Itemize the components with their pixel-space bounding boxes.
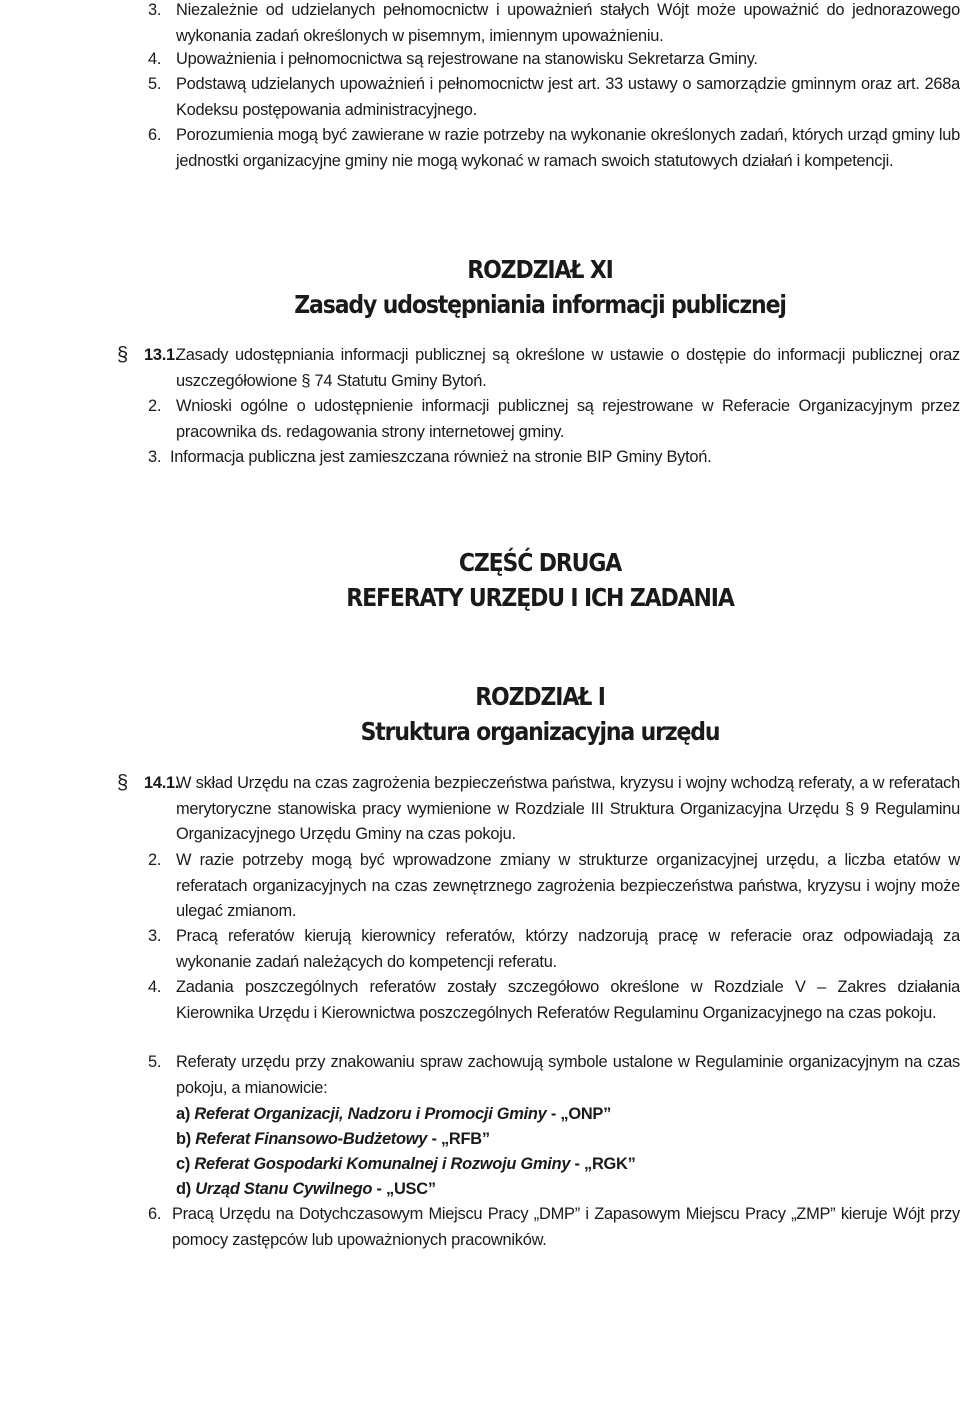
section-paragraph: [117, 343, 960, 394]
symbol-item-onp: [176, 1102, 611, 1128]
symbol-name: Referat Finansowo-Budżetowy: [195, 1130, 428, 1148]
section-symbol: §: [117, 772, 128, 794]
item-text: Niezależnie od udzielanych pełnomocnictw i upoważnień stałych Wójt może upoważnić do jednorazowego wykonania zadań określonych w pisemnym, imiennym upoważnieniu.: [176, 1, 960, 45]
item-number: 2.: [148, 397, 162, 415]
item-text: Porozumienia mogą być zawierane w razie potrzeby na wykonanie określonych zadań, których urząd gminy lub jednostki organizacyjne gminy nie mogą wykonać w ramach swoich statutowych działań i kompetencji.: [176, 126, 960, 170]
list-item: [148, 47, 960, 73]
list-item: [148, 0, 960, 49]
list-item: [148, 394, 960, 445]
section-symbol: §: [117, 344, 128, 366]
symbol-name: Referat Organizacji, Nadzoru i Promocji Gminy: [194, 1105, 547, 1123]
item-number: 3.: [148, 1, 162, 19]
list-item: [148, 123, 960, 174]
list-item: [148, 975, 960, 1026]
symbol-item-rfb: [176, 1127, 490, 1153]
item-text: Upoważnienia i pełnomocnictwa są rejestrowane na stanowisku Sekretarza Gminy.: [176, 50, 758, 68]
section-number: 14.1.: [144, 774, 180, 792]
item-number: 4.: [148, 978, 162, 996]
list-item: [148, 848, 960, 925]
part-title: CZĘŚĆ DRUGA: [458, 548, 622, 577]
symbol-letter: b): [176, 1130, 191, 1148]
item-number: 4.: [148, 50, 162, 68]
symbol-letter: a): [176, 1105, 191, 1123]
chapter-subtitle: Struktura organizacyjna urzędu: [360, 717, 720, 746]
section-text: W skład Urzędu na czas zagrożenia bezpieczeństwa państwa, kryzysu i wojny wchodzą referaty, a w referatach merytoryczne stanowiska pracy wymienione w Rozdziale III Struktura Organizacyjna Urzędu § 9 Regulaminu Organizacyjnego Urzędu Gminy na czas pokoju.: [176, 774, 960, 843]
chapter-title: ROZDZIAŁ I: [475, 682, 605, 711]
item-number: 5.: [148, 1053, 162, 1071]
item-text: Pracą Urzędu na Dotychczasowym Miejscu Pracy „DMP” i Zapasowym Miejscu Pracy „ZMP” kieruje Wójt przy pomocy zastępców lub upoważnionych pracowników.: [172, 1205, 960, 1249]
item-number: 6.: [148, 126, 162, 144]
symbol-letter: d): [176, 1180, 191, 1198]
chapter-title: ROZDZIAŁ XI: [467, 255, 613, 284]
symbol-name: Referat Gospodarki Komunalnej i Rozwoju Gminy: [194, 1155, 571, 1173]
symbol-code: - „RFB”: [431, 1130, 490, 1148]
symbol-item-usc: [176, 1177, 436, 1203]
item-number: 6.: [148, 1205, 162, 1223]
symbol-code: - „USC”: [376, 1180, 436, 1198]
item-number: 5.: [148, 75, 162, 93]
section-paragraph: [117, 771, 960, 848]
list-item: [148, 924, 960, 975]
list-item: [148, 1202, 960, 1253]
item-text: Podstawą udzielanych upoważnień i pełnomocnictw jest art. 33 ustawy o samorządzie gminnym oraz art. 268a Kodeksu postępowania administracyjnego.: [176, 75, 960, 119]
item-number: 2.: [148, 851, 162, 869]
symbol-name: Urząd Stanu Cywilnego: [195, 1180, 373, 1198]
item-text: Referaty urzędu przy znakowaniu spraw zachowują symbole ustalone w Regulaminie organizacyjnym na czas pokoju, a mianowicie:: [176, 1053, 960, 1097]
list-item: [148, 1050, 960, 1101]
symbol-code: - „RGK”: [574, 1155, 636, 1173]
section-text: Zasady udostępniania informacji publicznej są określone w ustawie o dostępie do informacji publicznej oraz uszczegółowione § 74 Statutu Gminy Bytoń.: [176, 346, 960, 390]
part-subtitle: REFERATY URZĘDU I ICH ZADANIA: [346, 583, 734, 612]
item-text: Informacja publiczna jest zamieszczana również na stronie BIP Gminy Bytoń.: [170, 448, 712, 466]
list-item: [148, 72, 960, 123]
symbol-letter: c): [176, 1155, 191, 1173]
item-text: Pracą referatów kierują kierownicy referatów, którzy nadzorują pracę w referacie oraz odpowiadają za wykonanie zadań należących do kompetencji referatu.: [176, 927, 960, 971]
item-number: 3.: [148, 448, 162, 466]
item-text: Zadania poszczególnych referatów zostały szczegółowo określone w Rozdziale V – Zakres działania Kierownika Urzędu i Kierownictwa poszczególnych Referatów Regulaminu Organizacyjnego na czas pokoju.: [176, 978, 960, 1022]
symbol-item-rgk: [176, 1152, 636, 1178]
item-number: 3.: [148, 927, 162, 945]
item-text: Wnioski ogólne o udostępnienie informacji publicznej są rejestrowane w Referacie Organizacyjnym przez pracownika ds. redagowania strony internetowej gminy.: [176, 397, 960, 441]
chapter-subtitle: Zasady udostępniania informacji publicznej: [294, 290, 786, 319]
symbol-code: - „ONP”: [550, 1105, 612, 1123]
section-number: 13.1.: [144, 346, 180, 364]
list-item: [148, 445, 960, 471]
item-text: W razie potrzeby mogą być wprowadzone zmiany w strukturze organizacyjnej urzędu, a liczba etatów w referatach organizacyjnych na czas zewnętrznego zagrożenia bezpieczeństwa państwa, kryzysu i wojny może ulegać zmianom.: [176, 851, 960, 920]
